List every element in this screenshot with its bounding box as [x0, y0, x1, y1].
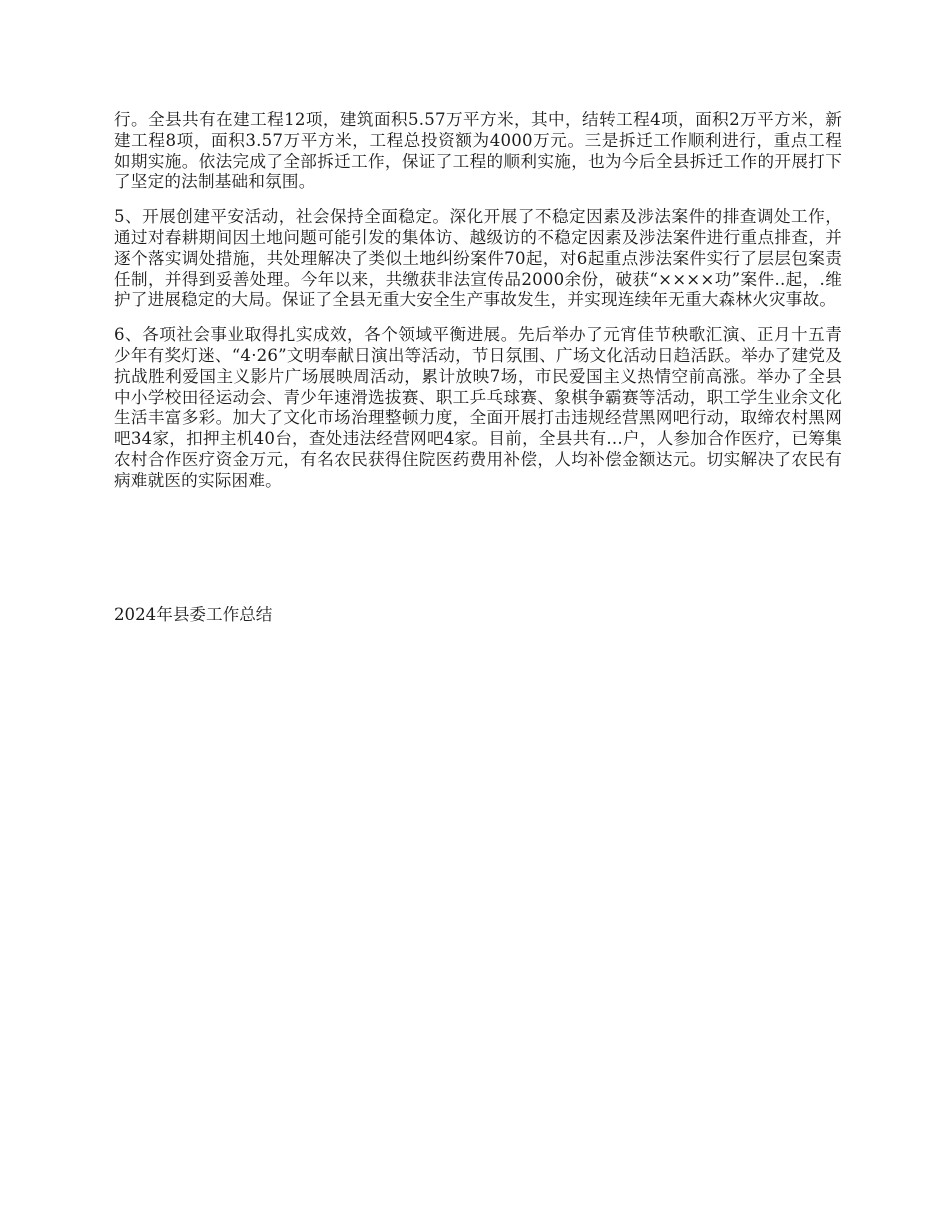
document-body	[114, 110, 842, 506]
document-title: 2024年县委工作总结	[114, 605, 273, 624]
paragraph-public-safety: 5、开展创建平安活动，社会保持全面稳定。深化开展了不稳定因素及涉法案件的排查调处工作，通过对春耕期间因土地问题可能引发的集体访、越级访的不稳定因素及涉法案件进行重点排查，并逐个落实调处措施，共处理解决了类似土地纠纷案件70起，对6起重点涉法案件实行了层层包案责任制，并得到妥善处理。今年以来，共缴获非法宣传品2000余份，破获“××××功”案件..起，.维护了进展稳定的大局。保证了全县无重大安全生产事故发生，并实现连续年无重大森林火灾事故。	[114, 207, 842, 310]
paragraph-social-affairs: 6、各项社会事业取得扎实成效，各个领域平衡进展。先后举办了元宵佳节秧歌汇演、正月十五青少年有奖灯迷、“4·26”文明奉献日演出等活动，节日氛围、广场文化活动日趋活跃。举办了建党及抗战胜利爱国主义影片广场展映周活动，累计放映7场，市民爱国主义热情空前高涨。举办了全县中小学校田径运动会、青少年速滑选拔赛、职工乒乓球赛、象棋争霸赛等活动，职工学生业余文化生活丰富多彩。加大了文化市场治理整顿力度，全面开展打击违规经营黑网吧行动，取缔农村黑网吧34家，扣押主机40台，查处违法经营网吧4家。目前，全县共有...户，人参加合作医疗，已筹集农村合作医疗资金万元，有名农民获得住院医药费用补偿，人均补偿金额达元。切实解决了农民有病难就医的实际困难。	[114, 325, 842, 490]
paragraph-construction: 行。全县共有在建工程12项，建筑面积5.57万平方米，其中，结转工程4项，面积2万平方米，新建工程8项，面积3.57万平方米，工程总投资额为4000万元。三是拆迁工作顺利进行，重点工程如期实施。依法完成了全部拆迁工作，保证了工程的顺利实施，也为今后全县拆迁工作的开展打下了坚定的法制基础和氛围。	[114, 110, 842, 192]
